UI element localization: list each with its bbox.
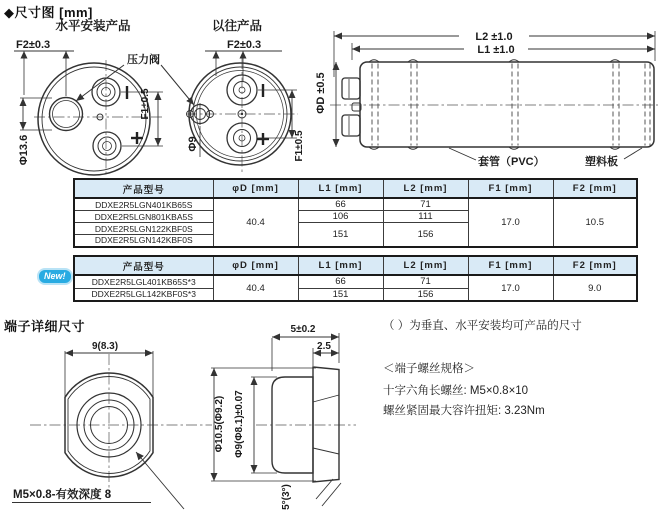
col-header-phid: φD [mm] [213, 179, 298, 198]
cell-phid: 40.4 [213, 198, 298, 247]
cell-model: DDXE2R5LGL401KB65S*3 [74, 275, 213, 288]
col-header-l1: L1 [mm] [298, 179, 383, 198]
cell-model: DDXE2R5LGN401KB65S [74, 198, 213, 211]
col-header-l2: L2 [mm] [383, 256, 468, 275]
spec-table-new [73, 255, 638, 302]
sleeve-label: 套管（PVC） [478, 156, 545, 168]
body-dia-dim-label: ΦD ±0.5 [315, 72, 327, 114]
col-header-model: 产品型号 [74, 179, 213, 198]
l2-dim-label: L2 ±1.0 [475, 31, 513, 43]
cell-l2: 156 [383, 223, 468, 247]
spec-table-standard [73, 178, 638, 248]
col-header-f1: F1 [mm] [468, 179, 553, 198]
header-row [74, 256, 637, 275]
width-dim-label: 9(8.3) [91, 341, 119, 352]
terminal-section-title: 端子详细尺寸 [4, 319, 86, 334]
col-header-l1: L1 [mm] [298, 256, 383, 275]
cell-l1: 106 [298, 211, 383, 223]
cell-f1: 17.0 [468, 275, 553, 301]
terminal-top-view [30, 354, 212, 497]
front-view-previous-product [186, 18, 305, 174]
table-row [74, 198, 637, 211]
cell-model: DDXE2R5LGN142KBF0S [74, 235, 213, 247]
terminal-side-view [256, 367, 356, 482]
cell-l1: 151 [298, 223, 383, 247]
header-row [74, 179, 637, 198]
outer-dia-dim-label: Φ10.5(Φ9.2) [214, 395, 225, 453]
f2-dim-right-label: F2±0.3 [227, 39, 262, 51]
front-view-horizontal-product [14, 18, 164, 176]
terminal-studs [342, 78, 361, 136]
length-dim-label: 5±0.2 [290, 324, 316, 335]
pressure-valve-callout [76, 52, 194, 105]
pressure-valve-right [187, 103, 214, 125]
valve-dia-left-label: Φ13.6 [18, 134, 30, 166]
table-row [74, 275, 637, 288]
valve-dia-right-label: Φ9 [187, 136, 199, 152]
col-header-phid: φD [mm] [213, 256, 298, 275]
parenthesis-note: （ ）为垂直、水平安装均可产品的尺寸 [383, 320, 582, 332]
cell-model: DDXE2R5LGL142KBF0S*3 [74, 288, 213, 301]
tip-dim-label: 2.5 [317, 341, 331, 352]
torque-spec: 螺丝紧固最大容许扭矩: 3.23Nm [383, 405, 545, 417]
col-header-f2: F2 [mm] [553, 256, 637, 275]
cell-l2: 156 [383, 288, 468, 301]
f1-dim-left-label: F1±0.5 [140, 88, 151, 120]
side-view-can [315, 29, 658, 168]
cell-l1: 66 [298, 275, 383, 288]
cell-f2: 9.0 [553, 275, 637, 301]
plus-mark [131, 132, 143, 144]
right-product-label: 以往产品 [211, 19, 263, 33]
f2-dim-left-label: F2±0.3 [16, 39, 51, 51]
sleeve-seams [372, 64, 650, 146]
dimension-drawing [0, 0, 666, 178]
col-header-f2: F2 [mm] [553, 179, 637, 198]
l1-dim-label: L1 ±1.0 [477, 44, 515, 56]
terminal-bottom-left [93, 132, 121, 160]
col-header-f1: F1 [mm] [468, 256, 553, 275]
stud-dia-dim-label: Φ9(Φ8.1)±0.07 [234, 390, 245, 458]
cell-l2: 111 [383, 211, 468, 223]
plate-label: 塑料板 [585, 156, 618, 168]
left-product-label: 水平安装产品 [55, 19, 131, 33]
cell-phid: 40.4 [213, 275, 298, 301]
angle-dim-label: 5°(3°) [281, 484, 292, 510]
pressure-valve-left [50, 98, 83, 131]
col-header-model: 产品型号 [74, 256, 213, 275]
page-title: ◆尺寸图 [mm] [4, 5, 93, 20]
cell-l1: 66 [298, 198, 383, 211]
plus-mark [257, 133, 269, 145]
cell-l2: 71 [383, 198, 468, 211]
cell-l2: 71 [383, 275, 468, 288]
screw-spec-title: ＜端子螺丝规格＞ [383, 363, 475, 375]
screw-spec: 十字六角长螺丝: M5×0.8×10 [383, 385, 529, 397]
cell-model: DDXE2R5LGN801KBA5S [74, 211, 213, 223]
cell-l1: 151 [298, 288, 383, 301]
f1-dim-right-label: F1±0.5 [294, 130, 305, 162]
cell-f2: 10.5 [553, 198, 637, 247]
cell-model: DDXE2R5LGN122KBF0S [74, 223, 213, 235]
thread-label: M5×0.8-有效深度 8 [13, 489, 112, 501]
col-header-l2: L2 [mm] [383, 179, 468, 198]
pressure-valve-label: 压力阀 [127, 54, 160, 66]
new-badge: New! [37, 268, 73, 285]
cell-f1: 17.0 [468, 198, 553, 247]
